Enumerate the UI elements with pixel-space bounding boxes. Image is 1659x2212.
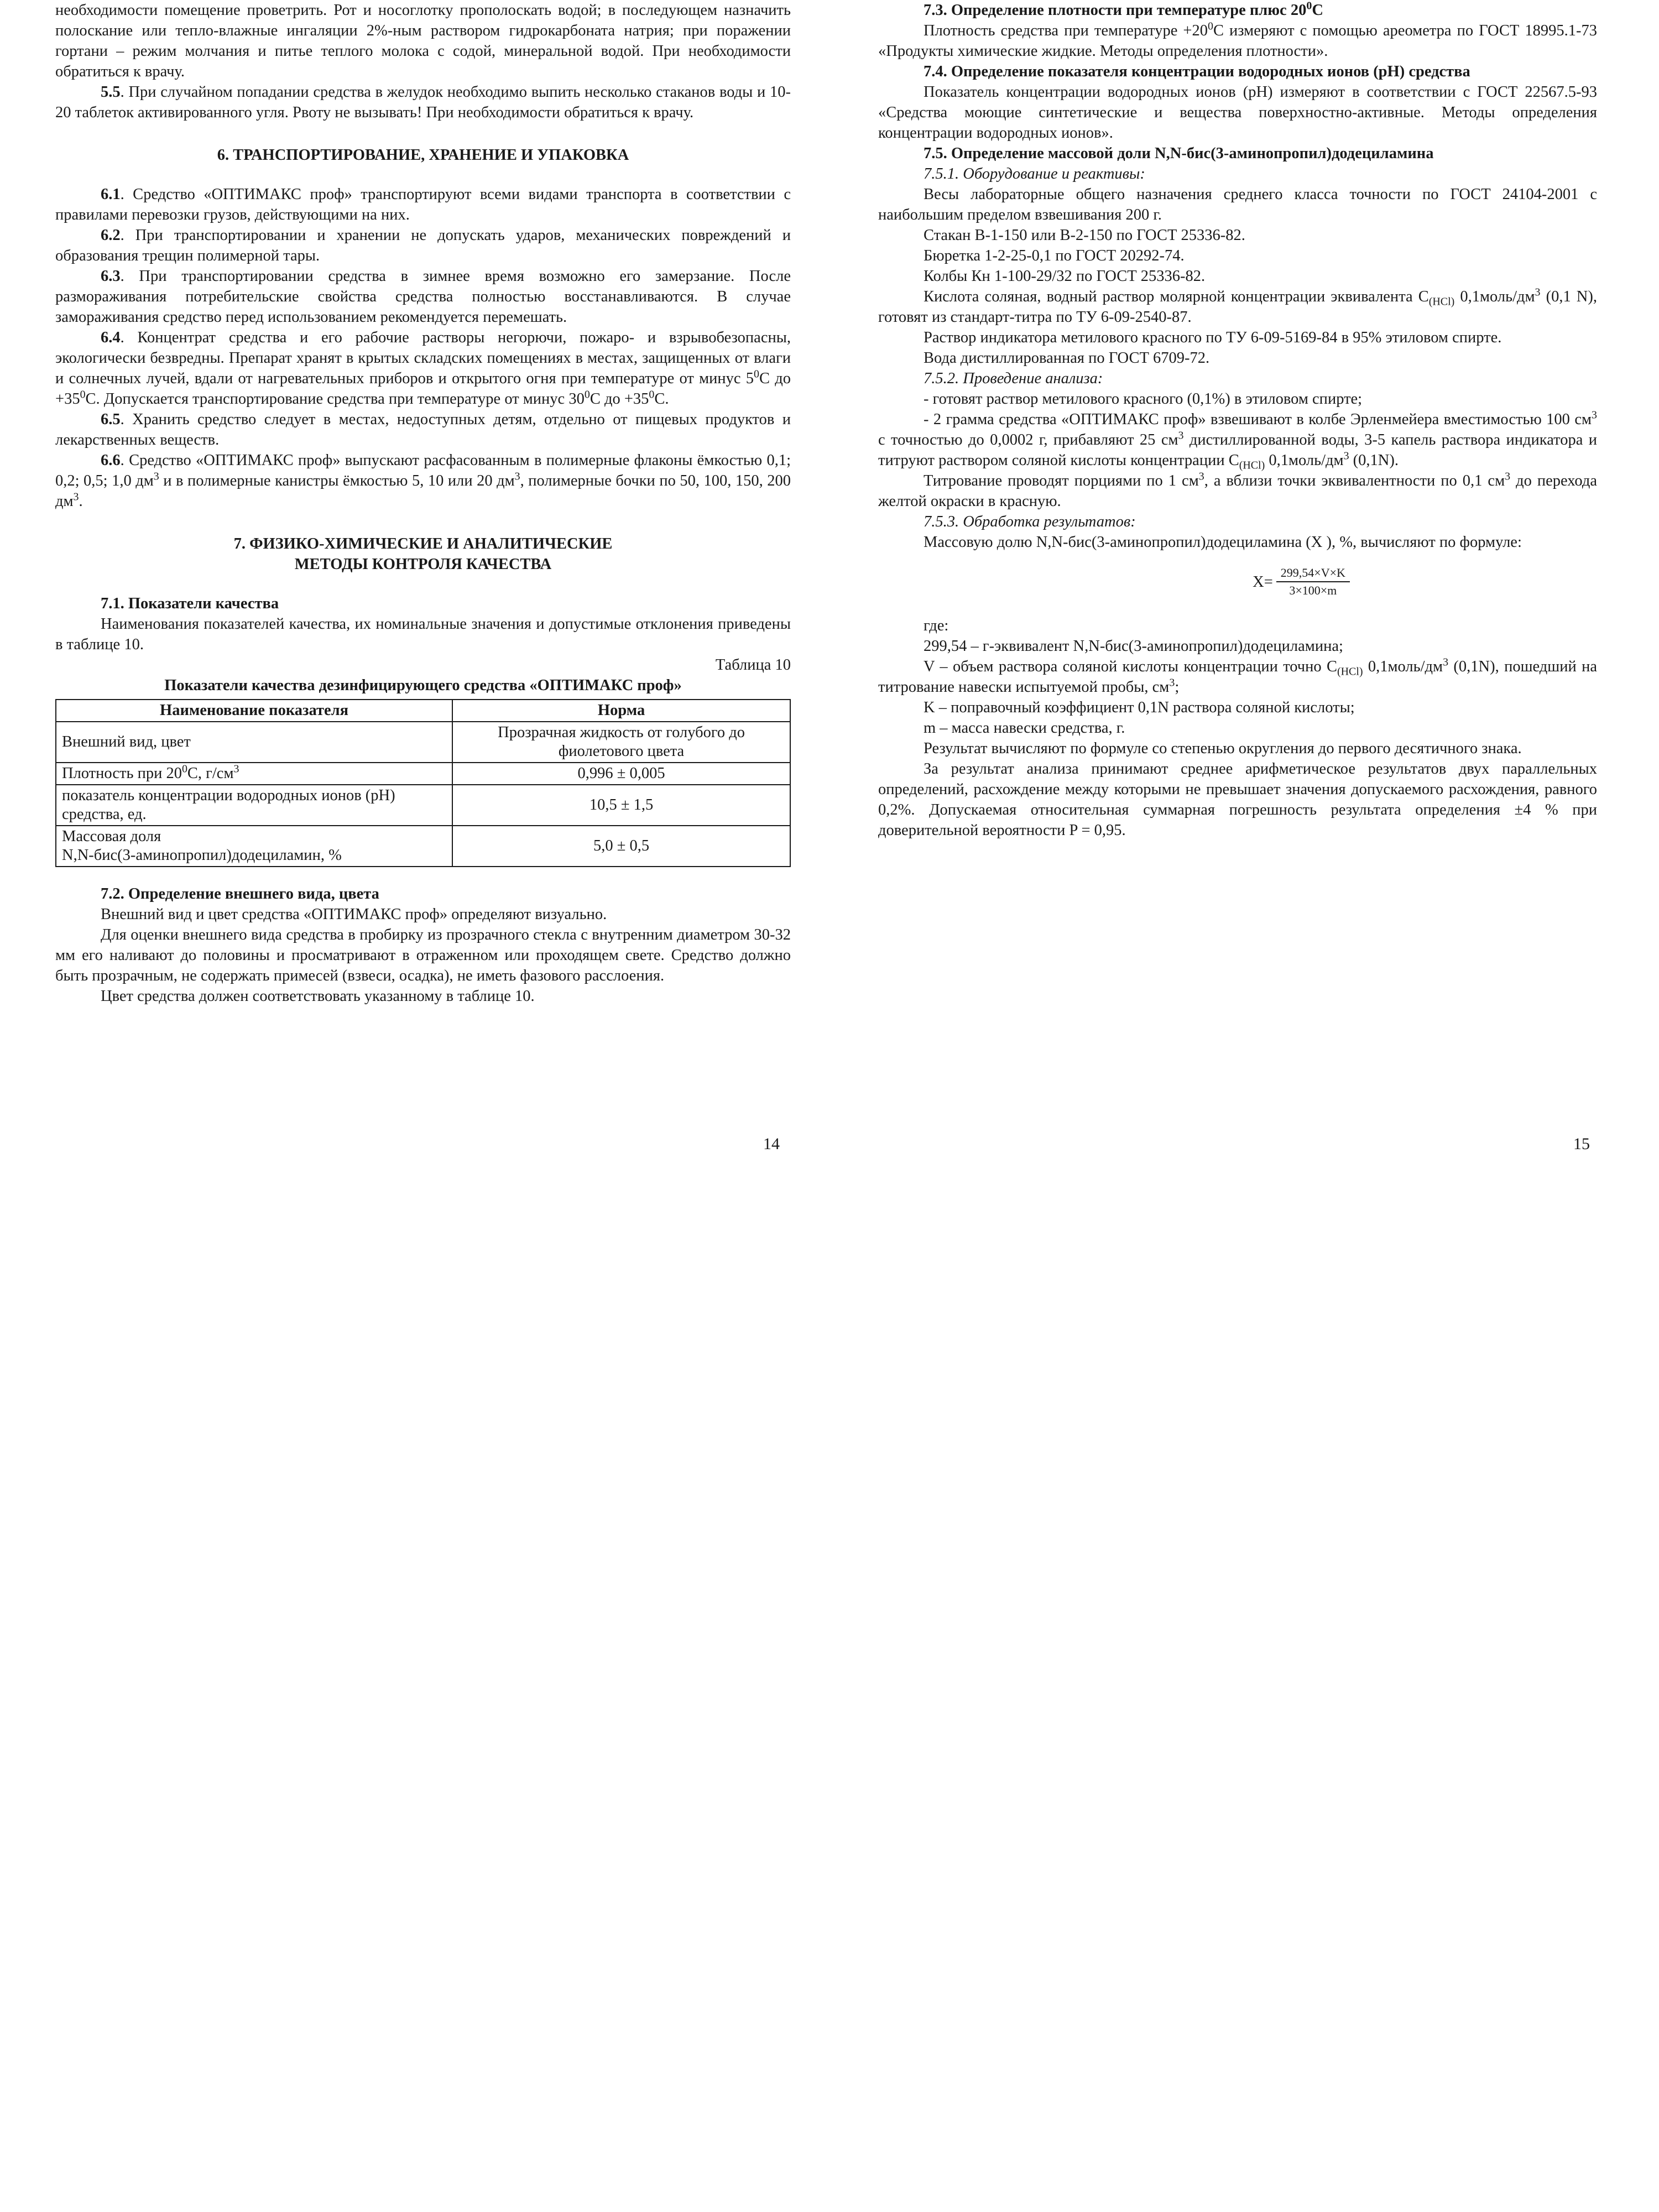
superscript: 3 xyxy=(233,763,239,775)
subsection-7-2-p3: Цвет средства должен соответствовать указанному в таблице 10. xyxy=(101,988,535,1005)
paragraph-6-2 xyxy=(55,225,791,266)
text: - 2 грамма средства «ОПТИМАКС проф» взвешивают в колбе Эрленмейера вместимостью 100 см xyxy=(924,411,1592,428)
subsection-7-1-text: Наименования показателей качества, их номинальные значения и допустимые отклонения приведены в таблице 10. xyxy=(55,615,791,653)
formula-fraction xyxy=(1276,565,1350,599)
paragraph-6-6 xyxy=(55,450,791,512)
equipment-item: Раствор индикатора метилового красного по ТУ 6-09-5169-84 в 95% этиловом спирте. xyxy=(924,329,1502,346)
table-header-cell: Норма xyxy=(452,700,790,722)
item-text: С до +35 xyxy=(55,370,791,408)
text: до перехода желтой окраски в красную. xyxy=(878,472,1598,510)
item-number: 6.6 xyxy=(101,452,121,469)
text: 0,1моль/дм xyxy=(1265,452,1344,469)
superscript: 3 xyxy=(1443,656,1449,669)
text: , а вблизи точки эквивалентности по 0,1 см xyxy=(1204,472,1505,489)
definition-item: m – масса навески средства, г. xyxy=(924,719,1125,737)
item-number: 6.3 xyxy=(101,268,121,285)
text: Кислота соляная, водный раствор молярной концентрации эквивалента С xyxy=(924,288,1429,305)
procedure-step: - готовят раствор метилового красного (0,1%) в этиловом спирте; xyxy=(924,390,1363,408)
item-text: . xyxy=(79,493,83,510)
cell-text: Плотность при 20 xyxy=(62,765,182,782)
superscript: 3 xyxy=(1343,450,1349,462)
section-7-title-line1: 7. ФИЗИКО-ХИМИЧЕСКИЕ И АНАЛИТИЧЕСКИЕ xyxy=(233,535,613,552)
item-text: . Хранить средство следует в местах, недоступных детям, отдельно от пищевых продуктов и лекарственных веществ. xyxy=(55,411,791,448)
procedure-step xyxy=(878,409,1597,471)
item-text: . При транспортировании и хранении не допускать ударов, механических повреждений и образования трещин полимерной тары. xyxy=(55,227,791,264)
formula-lhs: X= xyxy=(1253,573,1273,591)
item-number: 6.2 xyxy=(101,227,121,244)
item-text: С. Допускается транспортирование средства при температуре от минус 30 xyxy=(85,390,585,408)
item-text: . При транспортировании средства в зимнее время возможно его замерзание. После размораживания потребительские свойства средства полностью восстанавливаются. В случае замораживания средство перед использованием рекомендуется перемешать. xyxy=(55,268,791,326)
subsection-7-5-2-title: 7.5.2. Проведение анализа: xyxy=(924,370,1103,387)
superscript: 0 xyxy=(80,388,86,401)
superscript: 3 xyxy=(1169,676,1175,689)
equipment-item: Колбы Кн 1-100-29/32 по ГОСТ 25336-82. xyxy=(924,268,1206,285)
paragraph-6-5 xyxy=(55,409,791,450)
item-text: , полимерные бочки по 50, 100, 150, 200 дм xyxy=(55,472,791,510)
superscript: 3 xyxy=(1198,470,1204,483)
subsection-7-4-text: Показатель концентрации водородных ионов (pH) измеряют в соответствии с ГОСТ 22567.5-93 «Средства моющие синтетические и вещества поверхностно-активные. Методы определения концентрации водородных ионов». xyxy=(878,84,1597,142)
superscript: 0 xyxy=(649,388,655,401)
item-text: . Концентрат средства и его рабочие растворы негорючи, пожаро- и взрывобезопасны, экологически безвредны. Препарат хранят в крытых складских помещениях в местах, защищенных от влаги и солнечных лучей, вдали от нагревательных приборов и открытого огня при температуре от минус 5 xyxy=(55,329,791,387)
table-cell-norm: 10,5 ± 1,5 xyxy=(452,785,790,826)
section-7-title-line2: МЕТОДЫ КОНТРОЛЯ КАЧЕСТВА xyxy=(294,556,552,573)
superscript: 3 xyxy=(1505,470,1511,483)
item-number: 6.5 xyxy=(101,411,121,428)
table-row xyxy=(56,785,790,826)
subscript: (HCl) xyxy=(1428,295,1455,308)
table-label: Таблица 10 xyxy=(715,656,791,674)
subsection-7-3-title xyxy=(878,0,1597,20)
result-rounding: Результат вычисляют по формуле со степенью округления до первого десятичного знака. xyxy=(924,740,1522,757)
table-cell-name xyxy=(56,826,452,867)
quality-table xyxy=(55,699,791,867)
title-text: 7.3. Определение плотности при температуре плюс 20 xyxy=(924,2,1307,19)
text: С измеряют с помощью ареометра по ГОСТ 18995.1-73 «Продукты химические жидкие. Методы определения плотности». xyxy=(878,22,1597,60)
table-cell-norm: 5,0 ± 0,5 xyxy=(452,826,790,867)
cell-text: С, г/см xyxy=(187,765,234,782)
title-text: С xyxy=(1312,2,1323,19)
text: (0,1N), пошедший на титрование навески испытуемой пробы, см xyxy=(878,658,1597,696)
table-row xyxy=(56,826,790,867)
text: Титрование проводят порциями по 1 см xyxy=(924,472,1199,489)
subscript: (HCl) xyxy=(1337,665,1363,678)
text: с точностью до 0,0002 г, прибавляют 25 см xyxy=(878,431,1178,448)
paragraph-5-5 xyxy=(55,82,791,123)
subsection-7-2-title: 7.2. Определение внешнего вида, цвета xyxy=(101,885,379,902)
item-text: С. xyxy=(654,390,669,408)
item-text: и в полимерные канистры ёмкостью 5, 10 или 20 дм xyxy=(159,472,515,489)
item-number: 6.1 xyxy=(101,186,121,203)
formula-denominator: 3×100×m xyxy=(1289,583,1337,597)
superscript: 0 xyxy=(584,388,590,401)
item-text: С до +35 xyxy=(589,390,649,408)
left-page xyxy=(55,0,791,1189)
definition-item: 299,54 – г-эквивалент N,N-бис(3-аминопропил)додециламина; xyxy=(924,638,1343,655)
subsection-7-4-title: 7.4. Определение показателя концентрации водородных ионов (pH) средства xyxy=(924,63,1470,80)
subsection-7-5-1-title: 7.5.1. Оборудование и реактивы: xyxy=(924,165,1145,182)
text: 0,1моль/дм xyxy=(1454,288,1535,305)
page-number-left: 14 xyxy=(763,1135,780,1153)
text: ; xyxy=(1175,679,1180,696)
subsection-7-2-p1: Внешний вид и цвет средства «ОПТИМАКС проф» определяют визуально. xyxy=(101,906,607,923)
paragraph-5-4-continuation: необходимости помещение проветрить. Рот и носоглотку прополоскать водой; в последующем назначить полоскание или тепло-влажные ингаляции 2%-ным раствором гидрокарбоната натрия; при поражении гортани – режим молчания и питье теплого молока с содой, минеральной водой. При необходимости обратиться к врачу. xyxy=(55,2,791,80)
formula-numerator: 299,54×V×K xyxy=(1276,565,1350,582)
table-header-row xyxy=(56,700,790,722)
where-label: где: xyxy=(924,617,949,634)
text: (0,1 N), готовят из стандарт-титра по ТУ 6-09-2540-87. xyxy=(878,288,1597,326)
item-text: . Средство «ОПТИМАКС проф» выпускают расфасованным в полимерные флаконы ёмкостью 0,1; 0,2; 0,5; 1,0 дм xyxy=(55,452,791,489)
formula xyxy=(1005,565,1597,599)
superscript: 3 xyxy=(1178,429,1184,442)
item-text: . При случайном попадании средства в желудок необходимо выпить несколько стаканов воды и 10-20 таблеток активированного угля. Рвоту не вызывать! При необходимости обратиться к врачу. xyxy=(55,84,791,121)
table-cell-name: показатель концентрации водородных ионов (pH) средства, ед. xyxy=(56,785,452,826)
table-cell-norm: Прозрачная жидкость от голубого до фиолетового цвета xyxy=(452,722,790,763)
cell-text: N,N-бис(3-аминопропил)додециламин, % xyxy=(62,847,342,864)
superscript: 3 xyxy=(514,470,520,483)
paragraph-6-3 xyxy=(55,266,791,327)
superscript: 0 xyxy=(1306,0,1312,12)
subsection-7-5-title: 7.5. Определение массовой доли N,N-бис(3-аминопропил)додециламина xyxy=(924,145,1434,162)
text: Плотность средства при температуре +20 xyxy=(924,22,1208,39)
table-cell-norm: 0,996 ± 0,005 xyxy=(452,763,790,785)
procedure-step xyxy=(878,471,1597,512)
result-conclusion: За результат анализа принимают среднее арифметическое результатов двух параллельных определений, расхождение между которыми не превышает значения допускаемого расхождения, равного 0,2%. Допускаемая относительная суммарная погрешность результата определения ±4 % при доверительной вероятности P = 0,95. xyxy=(878,760,1597,839)
item-number: 6.4 xyxy=(101,329,121,346)
table-row xyxy=(56,763,790,785)
table-cell-name xyxy=(56,763,452,785)
subsection-7-5-3-title: 7.5.3. Обработка результатов: xyxy=(924,513,1136,530)
text: 0,1моль/дм xyxy=(1363,658,1443,675)
cell-text: Массовая доля xyxy=(62,828,161,845)
table-caption: Показатели качества дезинфицирующего средства «ОПТИМАКС проф» xyxy=(164,677,682,694)
equipment-item: Стакан В-1-150 или В-2-150 по ГОСТ 25336-82. xyxy=(924,227,1245,244)
item-number: 5.5 xyxy=(101,84,121,101)
equipment-item: Бюретка 1-2-25-0,1 по ГОСТ 20292-74. xyxy=(924,247,1185,264)
formula-intro: Массовую долю N,N-бис(3-аминопропил)додециламина (X ), %, вычисляют по формуле: xyxy=(924,534,1522,551)
superscript: 3 xyxy=(153,470,159,483)
superscript: 3 xyxy=(1592,409,1597,421)
section-6-title: 6. ТРАНСПОРТИРОВАНИЕ, ХРАНЕНИЕ И УПАКОВКА xyxy=(217,147,629,164)
subscript: (HCl) xyxy=(1239,459,1265,472)
paragraph-6-4 xyxy=(55,327,791,409)
paragraph-6-1 xyxy=(55,184,791,225)
definition-item xyxy=(878,656,1597,697)
page-number-right: 15 xyxy=(1573,1135,1590,1153)
item-text: . Средство «ОПТИМАКС проф» транспортируют всеми видами транспорта в соответствии с правилами перевозки грузов, действующими на них. xyxy=(55,186,791,223)
text: дистиллированной воды, 3-5 капель раствора индикатора и титруют раствором соляной кислоты концентрации С xyxy=(878,431,1597,469)
equipment-item: Вода дистиллированная по ГОСТ 6709-72. xyxy=(924,349,1210,367)
text: (0,1N). xyxy=(1349,452,1399,469)
table-cell-name: Внешний вид, цвет xyxy=(56,722,452,763)
right-page xyxy=(878,0,1597,1189)
table-row xyxy=(56,722,790,763)
superscript: 3 xyxy=(1535,286,1541,299)
equipment-item xyxy=(878,286,1597,327)
superscript: 0 xyxy=(754,368,760,380)
subsection-7-2-p2: Для оценки внешнего вида средства в пробирку из прозрачного стекла с внутренним диаметром 30-32 мм его наливают до половины и просматривают в отраженном или проходящем свете. Средство должно быть прозрачным, не содержать примесей (взвеси, осадка), не иметь фазового расслоения. xyxy=(55,926,791,984)
subsection-7-3-text xyxy=(878,20,1597,61)
superscript: 3 xyxy=(73,491,79,503)
table-header-cell: Наименование показателя xyxy=(56,700,452,722)
superscript: 0 xyxy=(181,763,187,775)
definition-item: K – поправочный коэффициент 0,1N раствора соляной кислоты; xyxy=(924,699,1355,716)
equipment-item: Весы лабораторные общего назначения среднего класса точности по ГОСТ 24104-2001 с наибольшим пределом взвешивания 200 г. xyxy=(878,186,1597,223)
superscript: 0 xyxy=(1208,20,1213,33)
text: V – объем раствора соляной кислоты концентрации точно С xyxy=(924,658,1338,675)
subsection-7-1-title: 7.1. Показатели качества xyxy=(101,595,279,612)
